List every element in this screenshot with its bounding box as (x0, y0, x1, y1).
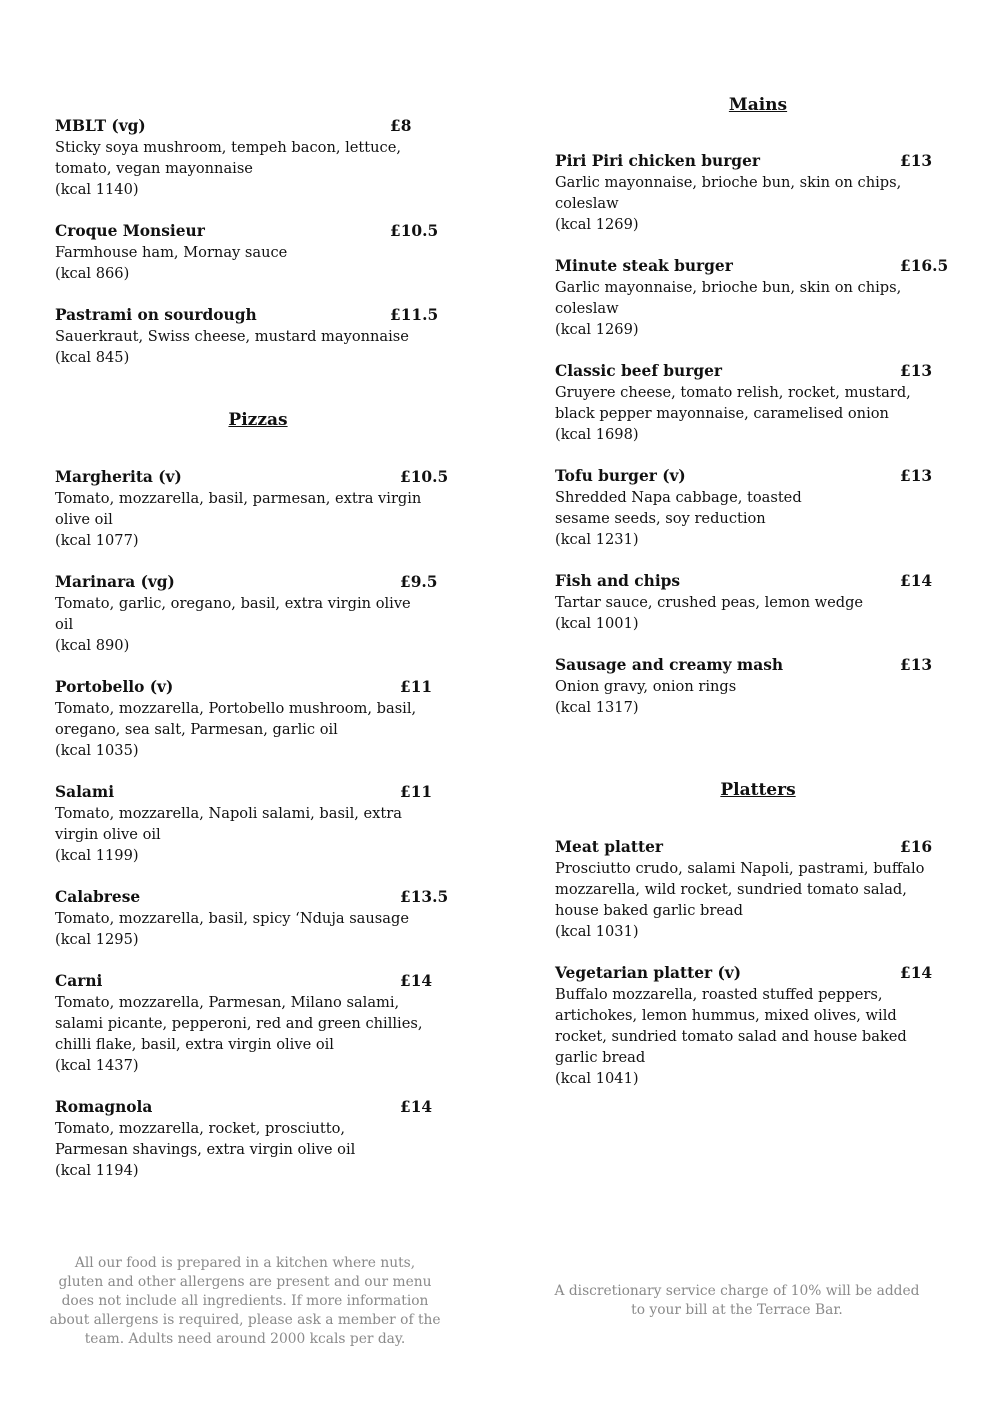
item-price: £9.5 (400, 573, 438, 591)
item-calories: (kcal 1231) (555, 531, 639, 548)
item-description: Tomato, mozzarella, basil, spicy ‘Nduja sausage (55, 910, 409, 927)
menu-item (55, 305, 439, 368)
item-description: Tomato, mozzarella, basil, parmesan, extra virgin (55, 490, 422, 507)
item-calories: (kcal 1269) (555, 321, 639, 338)
menu-item (55, 971, 433, 1076)
menu-item (55, 221, 439, 284)
menu-item (555, 466, 933, 550)
item-description: Tomato, mozzarella, Napoli salami, basil, extra (55, 805, 402, 822)
item-name: Croque Monsieur (55, 222, 205, 240)
item-description: sesame seeds, soy reduction (555, 510, 766, 527)
item-description: coleslaw (555, 195, 619, 212)
item-price: £16 (900, 838, 933, 856)
item-name: Romagnola (55, 1098, 153, 1116)
footer-line: All our food is prepared in a kitchen where nuts, (74, 1255, 416, 1271)
item-description: Farmhouse ham, Mornay sauce (55, 244, 288, 261)
item-description: Onion gravy, onion rings (555, 678, 737, 695)
item-name: MBLT (vg) (55, 117, 146, 135)
item-description: Prosciutto crudo, salami Napoli, pastrami, buffalo (555, 860, 925, 877)
item-calories: (kcal 1031) (555, 923, 639, 940)
item-price: £11 (400, 783, 433, 801)
item-name: Carni (55, 972, 103, 990)
item-calories: (kcal 1295) (55, 931, 139, 948)
item-name: Vegetarian platter (v) (555, 964, 741, 982)
item-name: Margherita (v) (55, 468, 182, 486)
item-description: salami picante, pepperoni, red and green chillies, (55, 1015, 423, 1032)
menu-item (55, 1097, 433, 1181)
menu-item (55, 116, 412, 200)
item-description: Sauerkraut, Swiss cheese, mustard mayonnaise (55, 328, 409, 345)
item-calories: (kcal 1035) (55, 742, 139, 759)
item-description: Garlic mayonnaise, brioche bun, skin on chips, (555, 174, 902, 191)
item-calories: (kcal 1698) (555, 426, 639, 443)
item-price: £8 (390, 117, 412, 135)
item-name: Portobello (v) (55, 678, 174, 696)
item-price: £14 (400, 972, 433, 990)
item-price: £11.5 (390, 306, 439, 324)
item-calories: (kcal 1317) (555, 699, 639, 716)
item-price: £10.5 (390, 222, 439, 240)
item-calories: (kcal 1437) (55, 1057, 139, 1074)
item-description: rocket, sundried tomato salad and house baked (555, 1028, 907, 1045)
item-description: Parmesan shavings, extra virgin olive oil (55, 1141, 356, 1158)
item-calories: (kcal 866) (55, 265, 130, 282)
item-calories: (kcal 1077) (55, 532, 139, 549)
item-name: Meat platter (555, 838, 663, 856)
footer-line: gluten and other allergens are present and our menu (58, 1274, 432, 1290)
item-price: £10.5 (400, 468, 449, 486)
item-name: Minute steak burger (555, 257, 733, 275)
menu-item (555, 837, 933, 942)
item-name: Marinara (vg) (55, 573, 175, 591)
item-calories: (kcal 1041) (555, 1070, 639, 1087)
menu-item (555, 571, 933, 634)
item-name: Salami (55, 783, 115, 801)
item-name: Piri Piri chicken burger (555, 152, 760, 170)
item-description: Sticky soya mushroom, tempeh bacon, lettuce, (55, 139, 401, 156)
footer-line: team. Adults need around 2000 kcals per day. (84, 1331, 406, 1347)
pizzas-heading: Pizzas (228, 410, 288, 430)
item-description: Tartar sauce, crushed peas, lemon wedge (555, 594, 864, 611)
item-description: oregano, sea salt, Parmesan, garlic oil (55, 721, 338, 738)
item-description: chilli flake, basil, extra virgin olive oil (55, 1036, 334, 1053)
item-description: Garlic mayonnaise, brioche bun, skin on chips, (555, 279, 902, 296)
item-name: Sausage and creamy mash (555, 656, 784, 674)
item-description: black pepper mayonnaise, caramelised onion (555, 405, 889, 422)
item-price: £16.5 (900, 257, 949, 275)
footer-line: about allergens is required, please ask a member of the (49, 1312, 441, 1328)
item-name: Tofu burger (v) (555, 467, 686, 485)
item-calories: (kcal 890) (55, 637, 130, 654)
item-description: olive oil (55, 511, 113, 528)
item-name: Calabrese (55, 888, 141, 906)
item-price: £11 (400, 678, 433, 696)
allergen-notice (49, 1254, 440, 1349)
item-price: £14 (900, 964, 933, 982)
footer-line: A discretionary service charge of 10% will be added (554, 1283, 920, 1299)
footer-line: does not include all ingredients. If more information (61, 1293, 429, 1309)
menu-item (55, 887, 449, 950)
item-description: oil (55, 616, 74, 633)
footer-line: to your bill at the Terrace Bar. (631, 1302, 843, 1318)
service-charge-notice (554, 1282, 919, 1320)
mains-heading: Mains (728, 95, 788, 115)
menu-item (55, 782, 433, 866)
menu-item (555, 151, 933, 235)
platters-heading: Platters (720, 780, 796, 800)
item-description: tomato, vegan mayonnaise (55, 160, 253, 177)
item-description: mozzarella, wild rocket, sundried tomato salad, (555, 881, 907, 898)
item-description: Tomato, mozzarella, Parmesan, Milano salami, (55, 994, 400, 1011)
item-price: £13.5 (400, 888, 449, 906)
item-name: Fish and chips (555, 572, 681, 590)
item-calories: (kcal 1269) (555, 216, 639, 233)
item-calories: (kcal 1140) (55, 181, 139, 198)
menu-item (55, 572, 438, 656)
item-description: garlic bread (555, 1049, 646, 1066)
item-description: Gruyere cheese, tomato relish, rocket, mustard, (555, 384, 911, 401)
menu-item (555, 655, 933, 718)
item-description: Tomato, mozzarella, Portobello mushroom, basil, (55, 700, 417, 717)
menu-item (55, 467, 449, 551)
item-calories: (kcal 1199) (55, 847, 139, 864)
item-price: £13 (900, 467, 933, 485)
item-description: artichokes, lemon hummus, mixed olives, wild (555, 1007, 897, 1024)
item-name: Pastrami on sourdough (55, 306, 257, 324)
item-price: £13 (900, 656, 933, 674)
menu-item (555, 963, 933, 1089)
menu-item (555, 256, 949, 340)
item-price: £14 (900, 572, 933, 590)
item-description: Shredded Napa cabbage, toasted (555, 489, 802, 506)
item-name: Classic beef burger (555, 362, 723, 380)
menu-item (555, 361, 933, 445)
item-calories: (kcal 845) (55, 349, 130, 366)
item-price: £13 (900, 362, 933, 380)
item-description: coleslaw (555, 300, 619, 317)
item-description: Buffalo mozzarella, roasted stuffed peppers, (555, 986, 883, 1003)
item-calories: (kcal 1001) (555, 615, 639, 632)
item-description: house baked garlic bread (555, 902, 744, 919)
item-price: £14 (400, 1098, 433, 1116)
item-description: Tomato, garlic, oregano, basil, extra virgin olive (55, 595, 411, 612)
item-price: £13 (900, 152, 933, 170)
item-calories: (kcal 1194) (55, 1162, 139, 1179)
menu-item (55, 677, 433, 761)
item-description: virgin olive oil (55, 826, 161, 843)
item-description: Tomato, mozzarella, rocket, prosciutto, (55, 1120, 346, 1137)
